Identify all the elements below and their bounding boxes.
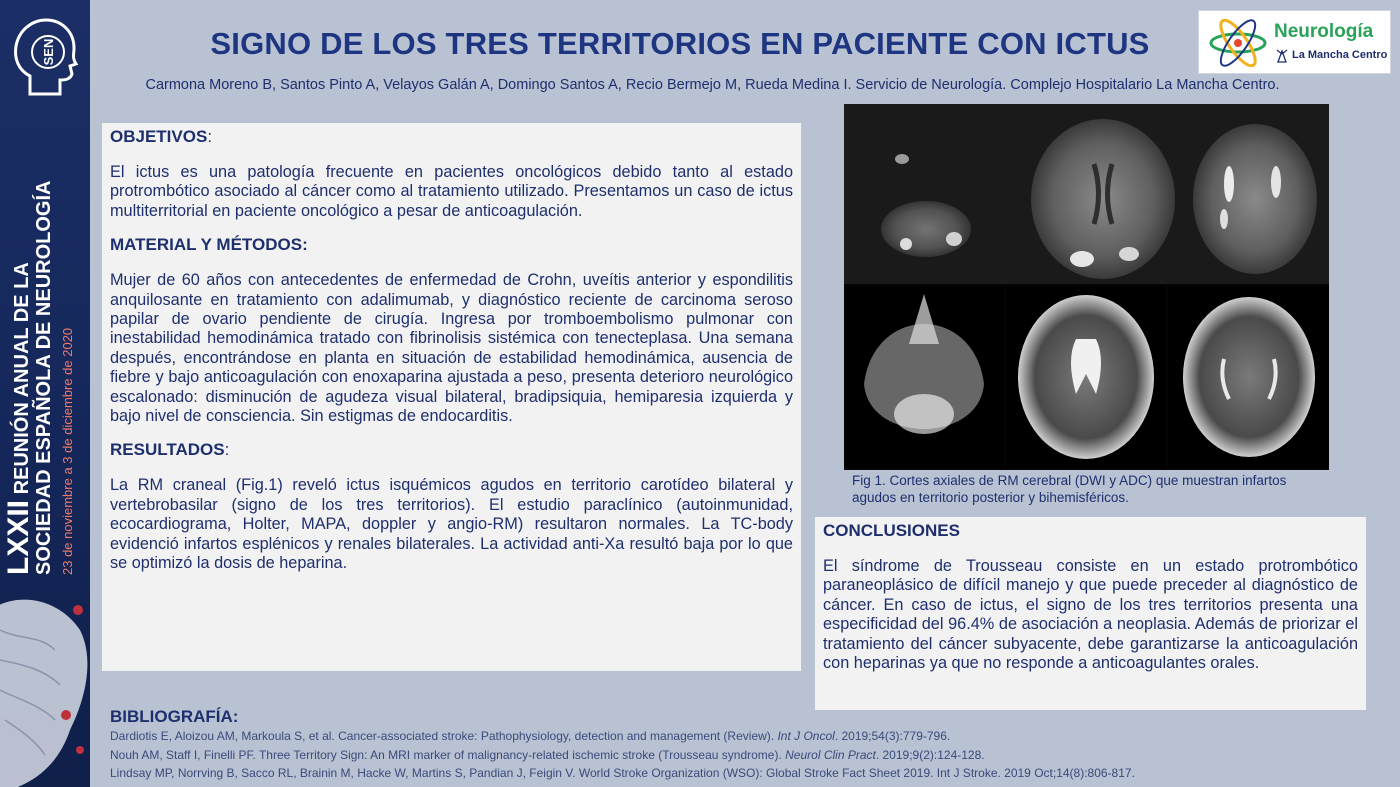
conclusiones-text: El síndrome de Trousseau consiste en un estado protrombótico paraneoplásico de difícil manejo y que puede preceder al diagnóstico de cáncer. En caso de ictus, el signo de los tres territorios presenta una especificidad del 96.4% de asociación a neoplasia. Además de priorizar el tratamiento del cáncer subyacente, debe garantizarse la anticoagulación con heparinas ya que no responde a anticoagulantes orales. <box>823 557 1358 673</box>
conclusions-panel <box>815 517 1366 710</box>
congress-number: LXXII <box>2 499 35 575</box>
figure-caption: Fig 1. Cortes axiales de RM cerebral (DWI y ADC) que muestran infartos agudos en territorio posterior y bihemisféricos. <box>852 473 1287 505</box>
main-text-panel <box>102 123 801 671</box>
sen-logo-text: SEN <box>41 38 56 66</box>
sidebar <box>0 0 90 787</box>
resultados-text: La RM craneal (Fig.1) reveló ictus isquémicos agudos en territorio carotídeo bilateral y vertebrobasilar (signo de los tres territorios). El estudio paraclínico (autoinmunidad, ecocardiograma, Holter, MAPA, doppler y angio-RM) resultaron normales. La TC-body evidenció infartos esplénicos y renales bilaterales. La actividad anti-Xa resultó baja por lo que se optimizó la dosis de heparina. <box>110 476 793 573</box>
congress-dates: 23 de noviembre a 3 de diciembre de 2020 <box>60 327 75 575</box>
material-heading: MATERIAL Y MÉTODOS: <box>110 235 308 255</box>
atom-icon <box>1207 19 1269 67</box>
reference-3: Lindsay MP, Norrving B, Sacco RL, Brainin M, Hacke W, Martins S, Pandian J, Feigin V. World Stroke Organization (WSO): Global Stroke Fact Sheet 2019. Int J Stroke. 2019 Oct;14(8):806-817. <box>110 766 1135 780</box>
windmill-icon <box>1275 49 1289 63</box>
objetivos-title: OBJETIVOS <box>110 127 208 146</box>
logo-subtitle: La Mancha Centro <box>1292 49 1388 61</box>
bibliography-list <box>110 727 1360 783</box>
resultados-title: RESULTADOS <box>110 440 225 460</box>
reference-2-authors: Nouh AM, Staff I, Finelli PF. Three Territory Sign: An MRI marker of malignancy-related ischemic stroke (Trousseau syndrome). <box>110 747 786 762</box>
objetivos-text: El ictus es una patología frecuente en pacientes oncológicos debido tanto al estado protrombótico asociado al cáncer como al tratamiento utilizado. Presentamos un caso de ictus multiterritorial en paciente oncológico a pesar de anticoagulación. <box>110 163 793 220</box>
reference-1-authors: Dardiotis E, Aloizou AM, Markoula S, et al. Cancer-associated stroke: Pathophysiology, detection and management (Review). <box>110 729 778 743</box>
resultados-heading: RESULTADOS: <box>110 440 230 460</box>
reference-2-journal: Neurol Clin Pract <box>785 747 876 762</box>
reference-2 <box>110 746 1360 765</box>
dwi-slice-supraventricular <box>1193 124 1317 274</box>
objetivos-heading: OBJETIVOS: <box>110 127 213 146</box>
authors-line: Carmona Moreno B, Santos Pinto A, Velayos Galán A, Domingo Santos A, Recio Bermejo M, Rueda Medina I. Servicio de Neurología. Complejo Hospitalario La Mancha Centro. <box>145 77 1280 93</box>
adc-slice-posterior <box>846 286 1004 468</box>
neurologia-logo <box>1198 10 1391 74</box>
reference-1-details: . 2019;54(3):779-796. <box>834 729 951 743</box>
conclusiones-heading: CONCLUSIONES <box>823 521 960 540</box>
mri-figure <box>844 104 1329 470</box>
adc-slice-ventricular <box>1006 286 1166 468</box>
congress-line1: REUNIÓN ANUAL DE LA <box>11 262 33 495</box>
congress-label <box>2 180 77 575</box>
logo-name: Neurología <box>1274 21 1374 42</box>
sen-logo <box>10 14 80 104</box>
reference-2-details: . 2019;9(2):124-128. <box>875 747 985 762</box>
reference-1-journal: Int J Oncol <box>777 729 835 743</box>
dwi-slice-ventricular <box>1031 119 1175 279</box>
adc-slice-supraventricular <box>1168 286 1329 468</box>
material-text: Mujer de 60 años con antecedentes de enfermedad de Crohn, uveítis anterior y espondilitis anquilosante en tratamiento con adalimumab, y diagnóstico reciente de carcinoma seroso papilar de ovario pendiente de cirugía. Ingresa por tromboembolismo pulmonar con inestabilidad hemodinámica tratado con fibrinolisis sistémica con tenecteplasa. Una semana después, encontrándose en planta en situación de estabilidad hemodinámica, ausencia de fiebre y bajo anticoagulación con enoxaparina ajustada a peso, presenta deterioro neurológico escalonado: disminución de agudeza visual bilateral, bradipsiquia, hemiparesia izquierda y bajo nivel de consciencia. Sin estigmas de endocarditis. <box>110 271 793 426</box>
congress-line2: SOCIEDAD ESPAÑOLA DE NEUROLOGÍA <box>33 180 55 575</box>
brain-decoration-icon <box>0 590 90 787</box>
poster-title: SIGNO DE LOS TRES TERRITORIOS EN PACIENTE CON ICTUS <box>210 26 1150 61</box>
reference-1 <box>110 727 1360 746</box>
bibliography-heading: BIBLIOGRAFÍA: <box>110 707 239 726</box>
